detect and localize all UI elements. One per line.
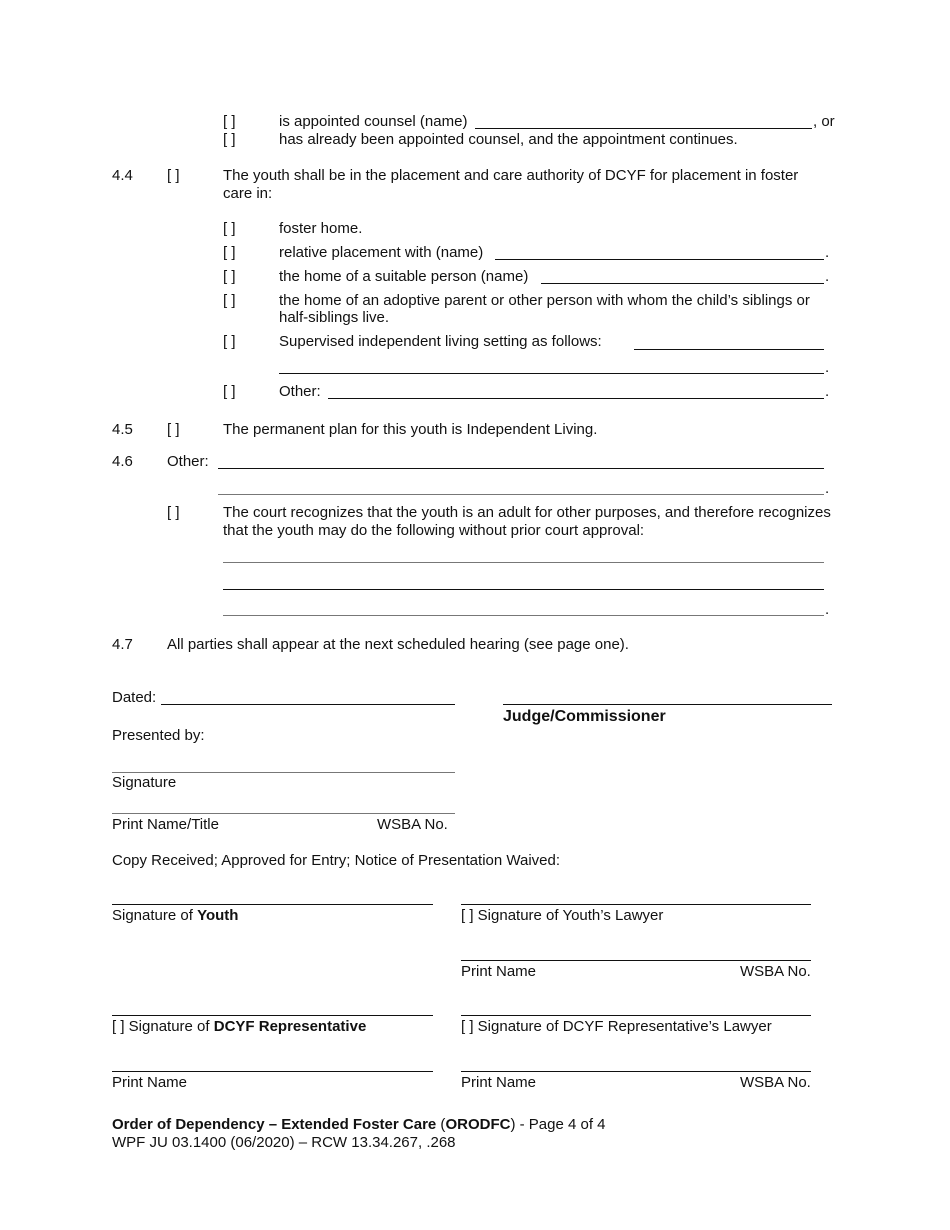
period-mark: . <box>825 383 830 400</box>
adoptive-parent-label-line2: half-siblings live. <box>279 309 390 326</box>
foster-home-label: foster home. <box>279 220 363 237</box>
section-4-5-text: The permanent plan for this youth is Independent Living. <box>223 421 598 438</box>
checkbox-foster-home[interactable]: [ ] <box>223 220 236 237</box>
presenter-name-line[interactable] <box>112 813 455 814</box>
or-suffix: , or <box>813 113 835 130</box>
already-appointed-label: has already been appointed counsel, and the appointment continues. <box>279 131 738 148</box>
period-mark: . <box>825 244 830 261</box>
adult-purposes-line-1[interactable] <box>223 562 824 563</box>
section-4-4-text-line1: The youth shall be in the placement and care authority of DCYF for placement in foster <box>223 167 799 184</box>
section-number-4-6: 4.6 <box>112 453 133 470</box>
adult-purposes-line-3[interactable] <box>223 615 824 616</box>
adoptive-parent-label-line1: the home of an adoptive parent or other person with whom the child’s siblings or <box>279 292 810 309</box>
dcyf-lawyer-signature-label: [ ] Signature of DCYF Representative’s Lawyer <box>461 1018 772 1035</box>
presenter-signature-line[interactable] <box>112 772 455 773</box>
signature-of-youth-label <box>112 907 238 925</box>
signature-of-youth-prefix: Signature of <box>112 907 198 924</box>
section-number-4-5: 4.5 <box>112 421 133 438</box>
adult-purposes-text-line1: The court recognizes that the youth is an adult for other purposes, and therefore recognizes <box>223 504 831 521</box>
section-4-4-text-line2: care in: <box>223 185 273 202</box>
signature-of-dcyf-label <box>112 1018 366 1036</box>
checkbox-other-placement[interactable]: [ ] <box>223 383 236 400</box>
adult-purposes-text-line2: that the youth may do the following without prior court approval: <box>223 522 645 539</box>
period-mark: . <box>825 268 830 285</box>
counsel-name-line[interactable] <box>475 128 812 129</box>
section-number-4-4: 4.4 <box>112 167 133 184</box>
print-name-label: Print Name <box>461 1074 537 1091</box>
judge-commissioner-label: Judge/Commissioner <box>503 708 666 725</box>
youth-lawyer-signature-label: [ ] Signature of Youth’s Lawyer <box>461 907 664 924</box>
section-4-7-text: All parties shall appear at the next scheduled hearing (see page one). <box>167 636 629 653</box>
supervised-independent-living-label: Supervised independent living setting as follows: <box>279 333 602 350</box>
signature-label: Signature <box>112 774 177 791</box>
other-placement-label: Other: <box>279 383 321 400</box>
footer-open-paren: ( <box>436 1116 446 1133</box>
youth-lawyer-signature-line[interactable] <box>461 904 811 905</box>
adult-purposes-line-2[interactable] <box>223 589 824 590</box>
dcyf-signature-line[interactable] <box>112 1015 433 1016</box>
youth-lawyer-name-line[interactable] <box>461 960 811 961</box>
footer-title <box>112 1116 606 1134</box>
checkbox-4-4[interactable]: [ ] <box>167 167 180 184</box>
sil-line-1[interactable] <box>634 349 824 350</box>
other-4-6-line-1[interactable] <box>218 468 824 469</box>
wsba-no-label: WSBA No. <box>740 1074 811 1091</box>
dcyf-name-line[interactable] <box>112 1071 433 1072</box>
suitable-person-label: the home of a suitable person (name) <box>279 268 529 285</box>
checkbox-appointed-counsel[interactable]: [ ] <box>223 113 236 130</box>
sil-line-2[interactable] <box>279 373 824 374</box>
appointed-counsel-label: is appointed counsel (name) <box>279 113 468 130</box>
relative-placement-label: relative placement with (name) <box>279 244 484 261</box>
print-name-label: Print Name <box>112 1074 188 1091</box>
period-mark: . <box>825 359 830 376</box>
dcyf-lawyer-name-line[interactable] <box>461 1071 811 1072</box>
footer-form-number: WPF JU 03.1400 (06/2020) – RCW 13.34.267, .268 <box>112 1134 456 1151</box>
checkbox-relative-placement[interactable]: [ ] <box>223 244 236 261</box>
youth-emphasis: Youth <box>197 907 239 924</box>
checkbox-adult-purposes[interactable]: [ ] <box>167 504 180 521</box>
print-name-label: Print Name <box>461 963 537 980</box>
section-number-4-7: 4.7 <box>112 636 133 653</box>
checkbox-adoptive-parent[interactable]: [ ] <box>223 292 236 309</box>
wsba-no-label: WSBA No. <box>740 963 811 980</box>
footer-title-bold: Order of Dependency – Extended Foster Care <box>112 1116 437 1133</box>
dcyf-emphasis: DCYF Representative <box>213 1018 367 1035</box>
other-4-6-line-2[interactable] <box>218 494 824 495</box>
section-4-6-other-label: Other: <box>167 453 209 470</box>
dated-line[interactable] <box>161 704 455 705</box>
dated-label: Dated: <box>112 689 157 706</box>
period-mark: . <box>825 480 830 497</box>
signature-of-dcyf-prefix: [ ] Signature of <box>112 1018 214 1035</box>
youth-signature-line[interactable] <box>112 904 433 905</box>
relative-name-line[interactable] <box>495 259 824 260</box>
period-mark: . <box>825 601 830 618</box>
dcyf-lawyer-signature-line[interactable] <box>461 1015 811 1016</box>
footer-page-info: ) - Page 4 of 4 <box>510 1116 606 1133</box>
checkbox-already-appointed[interactable]: [ ] <box>223 131 236 148</box>
footer-form-code: ORODFC <box>445 1116 511 1133</box>
checkbox-supervised-independent-living[interactable]: [ ] <box>223 333 236 350</box>
wsba-no-label: WSBA No. <box>377 816 448 833</box>
judge-signature-line[interactable] <box>503 704 832 705</box>
copy-received-text: Copy Received; Approved for Entry; Notice of Presentation Waived: <box>112 852 561 869</box>
other-placement-line[interactable] <box>328 398 824 399</box>
suitable-person-name-line[interactable] <box>541 283 824 284</box>
checkbox-4-5[interactable]: [ ] <box>167 421 180 438</box>
presented-by-label: Presented by: <box>112 727 205 744</box>
checkbox-suitable-person[interactable]: [ ] <box>223 268 236 285</box>
print-name-title-label: Print Name/Title <box>112 816 219 833</box>
